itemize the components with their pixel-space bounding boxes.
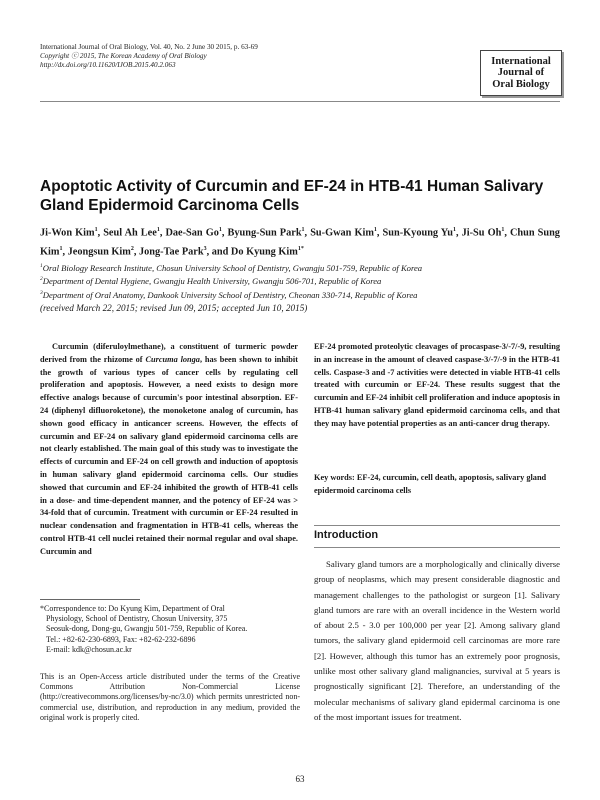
received-dates: (received March 22, 2015; revised Jun 09, 2015; accepted Jun 10, 2015) [40, 303, 308, 313]
author-affil-sup: 1* [297, 246, 304, 253]
footnote-divider [40, 599, 140, 600]
doi-line[interactable]: http://dx.doi.org/10.11620/IJOB.2015.40.2.063 [40, 61, 176, 69]
author-list: Ji-Won Kim$^1$, Seul Ah Lee$^1$, Dae-San Go$^1$, Byung-Sun Park$^1$, Su-Gwan Kim$^1$, Sun-Kyoung Yu$^1$, Ji-Su Oh$^1$, Chun Sung Kim$^1$, Jeongsun Kim$^2$, Jong-Tae Park$^3$, and Do Kyung Kim$^{1*}$ [40, 227, 560, 258]
author-name: Byung-Sun Park [227, 227, 302, 239]
journal-logo-line: Oral Biology [492, 78, 550, 90]
abstract-paragraph: Curcumin (diferuloylmethane), a constituent of turmeric powder derived from the rhizome of Curcuma longa, has been shown to inhibit the growth of various types of cancer cells by regulating cell proliferation and apoptosis. However, a need exists to design more effective analogs because of curcumin's poor intestinal absorption. EF-24 (diphenyl difluoroketone), the monoketone analog of curcumin, has shown good efficacy in anticancer screens. However, the effects of curcumin and EF-24 on salivary gland epidermoid carcinoma cells are not clearly established. The main goal of this study was to investigate the effects of curcumin and EF-24 on cell growth and induction of apoptosis in human salivary gland epidermoid carcinoma cells. Our studies showed that curcumin and EF-24 inhibited the growth of HTB-41 cells in a dose- and time-dependent manner, and the potency of EF-24 was > 34-fold that of curcumin. Treatment with curcumin or EF-24 resulted in nuclear condensation and fragmentation in HTB-41 cells, whereas the control HTB-41 cell nuclei retained their normal regular and oval shape. Curcumin and [40, 342, 298, 556]
copyright-line: Copyright ⓒ 2015, The Korean Academy of Oral Biology [40, 52, 207, 60]
journal-logo-line: International [491, 55, 551, 67]
author-affil-sup: 1 [301, 227, 305, 233]
affiliation-sup: 1 [40, 263, 43, 269]
affiliation-sup: 2 [40, 276, 43, 283]
author-affil-sup: 1 [452, 227, 456, 233]
author-affil-sup: 2 [130, 246, 134, 253]
intro-bottom-rule [314, 547, 560, 548]
introduction-body [314, 557, 560, 725]
page-number: 63 [295, 774, 305, 784]
journal-logo-line: Journal of [497, 67, 545, 79]
author-name: Jong-Tae Park [139, 246, 204, 258]
article-title: Apoptotic Activity of Curcumin and EF-24 in HTB-41 Human Salivary Gland Epidermoid Carcinoma Cells [40, 178, 544, 214]
correspondence-line: Tel.: +82-62-230-6893, Fax: +82-62-232-6896 [46, 634, 196, 644]
journal-logo-box [480, 50, 562, 96]
author-affil-sup: 1 [373, 227, 377, 233]
author-name: Ji-Won Kim [40, 227, 95, 239]
author-name: Jeongsun Kim [67, 246, 131, 258]
author-affil-sup: 1 [156, 227, 160, 233]
author-affil-sup: 1 [94, 227, 98, 233]
intro-top-rule [314, 525, 560, 526]
author-affil-sup: 1 [59, 246, 63, 253]
introduction-paragraph: Salivary gland tumors are a morphologically and clinically diverse group of neoplasms, which may present considerable diagnostic and management challenges to the pathologist or surgeon [1]. Salivary gland tumors are rare with an overall incidence in the Western world of about 2.5 - 3.0 per 100,000 per year [2]. Among salivary gland tumors, the salivary gland epidermoid cell carcinomas are more rare [2]. However, although this tumor has an extremely poor prognosis, unlike most other salivary gland malignancies, survival at 5 years is prognostically significant [2]. Therefore, an understanding of the molecular mechanisms of salivary gland epidermal carcinoma is one of the most important issues for treatment. [314, 559, 560, 722]
correspondence-footnote [40, 604, 300, 655]
header-divider [40, 101, 560, 102]
affiliation [40, 261, 560, 274]
author-name: Ji-Su Oh [461, 227, 502, 239]
correspondence-line: Seosuk-dong, Dong-gu, Gwangju 501-759, Republic of Korea. [46, 624, 248, 634]
affiliation-list [40, 261, 560, 301]
affiliation-text: Department of Dental Hygiene, Gwangju Health University, Gwangju 506-701, Republic of Korea [42, 276, 382, 287]
author-name: Chun Sung Kim [40, 227, 560, 258]
species-name: Curcuma longa [145, 354, 200, 364]
author-name: Sun-Kyoung Yu [382, 227, 453, 239]
author-affil-sup: 1 [501, 227, 505, 233]
section-heading-introduction: Introduction [314, 529, 379, 541]
journal-citation [40, 43, 258, 70]
author-affil-sup: 1 [218, 227, 222, 233]
author-name: Su-Gwan Kim [310, 227, 374, 239]
author-affil-sup: 3 [203, 246, 207, 253]
author-name: Seul Ah Lee [103, 227, 157, 239]
license-footnote: This is an Open-Access article distributed under the terms of the Creative Commons Attribution Non-Commercial License (http://creativecommons.org/licenses/by-nc/3.0) which permits unrestricted non-commercial use, distribution, and reproduction in any medium, provided the original work is properly cited. [40, 672, 300, 722]
abstract-paragraph: EF-24 promoted proteolytic cleavages of procaspase-3/-7/-9, resulting in an increase in the amount of cleaved caspase-3/-7/-9 in the HTB-41 cells. Caspase-3 and -7 activities were detected in viable HTB-41 cells treated with curcumin or EF-24. These results suggest that the curcumin and EF-24 inhibit cell proliferation and induce apoptosis in HTB-41 human salivary gland epidermoid carcinoma cells, and that they may have potential properties as an anti-cancer drug therapy. [314, 342, 560, 428]
correspondence-line: Physiology, School of Dentistry, Chosun University, 375 [46, 614, 228, 624]
affiliation-text: Department of Oral Anatomy, Dankook University School of Dentistry, Cheonan 330-714, Republic of Korea [42, 289, 418, 300]
correspondence-line: *Correspondence to: Do Kyung Kim, Department of Oral [40, 604, 225, 613]
affiliation [40, 274, 560, 287]
affiliation [40, 288, 560, 301]
correspondence-email[interactable]: E-mail: kdk@chosun.ac.kr [46, 644, 132, 654]
citation-line: International Journal of Oral Biology, Vol. 40, No. 2 June 30 2015, p. 63-69 [40, 43, 258, 51]
affiliation-text: Oral Biology Research Institute, Chosun University School of Dentistry, Gwangju 501-759, Republic of Korea [42, 262, 423, 273]
author-conjunction: and [211, 246, 229, 258]
keywords: Key words: EF-24, curcumin, cell death, apoptosis, salivary gland epidermoid carcinoma cells [314, 473, 547, 495]
author-name: Do Kyung Kim [230, 246, 298, 258]
abstract-left-column [40, 341, 298, 559]
abstract-right-column [314, 341, 560, 431]
affiliation-sup: 3 [40, 289, 43, 296]
author-name: Dae-San Go [165, 227, 219, 239]
